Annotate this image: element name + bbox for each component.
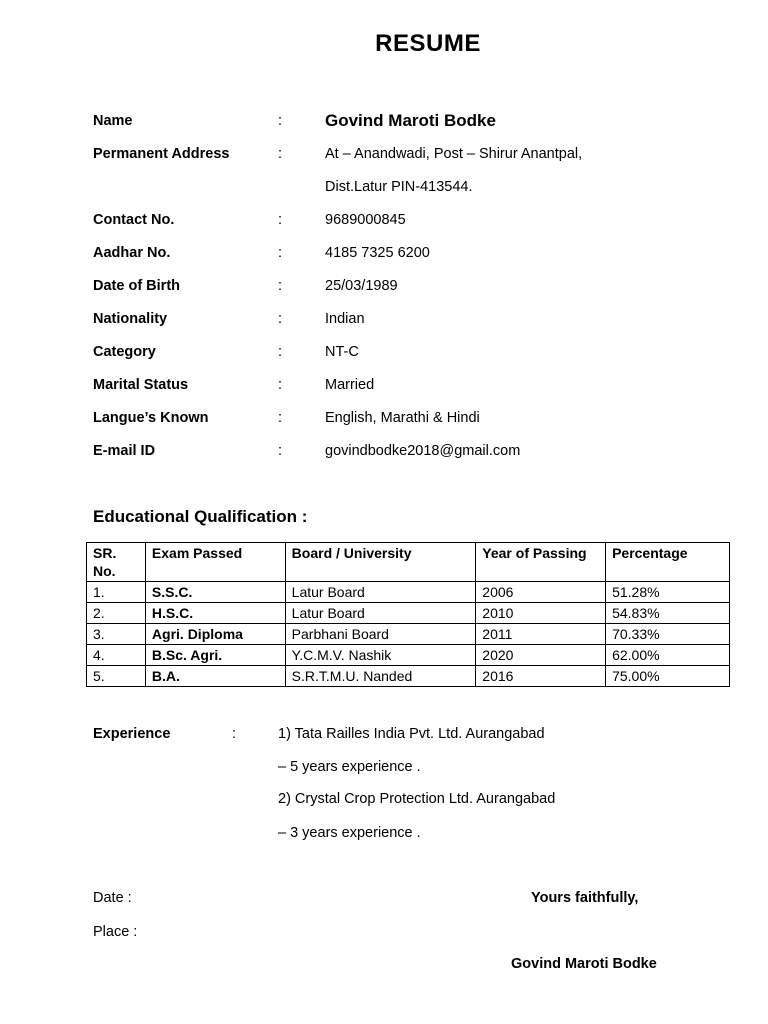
cell-percentage: 51.28% bbox=[606, 582, 730, 603]
detail-colon: : bbox=[278, 344, 283, 360]
header-exam: Exam Passed bbox=[145, 543, 285, 582]
cell-exam: Agri. Diploma bbox=[145, 624, 285, 645]
header-board: Board / University bbox=[285, 543, 476, 582]
date-label: Date : bbox=[93, 890, 132, 906]
table-row bbox=[87, 603, 730, 624]
closing-text: Yours faithfully, bbox=[531, 890, 639, 906]
cell-board: S.R.T.M.U. Nanded bbox=[285, 666, 476, 687]
cell-exam: H.S.C. bbox=[145, 603, 285, 624]
cell-percentage: 62.00% bbox=[606, 645, 730, 666]
resume-title: RESUME bbox=[375, 30, 481, 57]
detail-label: Marital Status bbox=[93, 377, 189, 393]
cell-board: Parbhani Board bbox=[285, 624, 476, 645]
cell-sr-no: 1. bbox=[87, 582, 146, 603]
experience-line: – 5 years experience . bbox=[278, 759, 421, 775]
cell-board: Y.C.M.V. Nashik bbox=[285, 645, 476, 666]
header-percentage: Percentage bbox=[606, 543, 730, 582]
detail-value: NT-C bbox=[325, 344, 359, 360]
detail-colon: : bbox=[278, 245, 283, 261]
table-row bbox=[87, 666, 730, 687]
detail-label: Category bbox=[93, 344, 156, 360]
cell-exam: S.S.C. bbox=[145, 582, 285, 603]
detail-value: 25/03/1989 bbox=[325, 278, 398, 294]
signature-name: Govind Maroti Bodke bbox=[511, 956, 657, 972]
detail-label: Nationality bbox=[93, 311, 168, 327]
cell-year: 2010 bbox=[476, 603, 606, 624]
header-year: Year of Passing bbox=[476, 543, 606, 582]
cell-board: Latur Board bbox=[285, 582, 476, 603]
table-row bbox=[87, 582, 730, 603]
experience-label: Experience bbox=[93, 726, 171, 742]
cell-sr-no: 4. bbox=[87, 645, 146, 666]
detail-label: Contact No. bbox=[93, 212, 175, 228]
detail-colon: : bbox=[278, 311, 283, 327]
table-row bbox=[87, 645, 730, 666]
education-heading: Educational Qualification : bbox=[93, 507, 308, 526]
detail-colon: : bbox=[278, 278, 283, 294]
detail-value: English, Marathi & Hindi bbox=[325, 410, 480, 426]
experience-line: 2) Crystal Crop Protection Ltd. Aurangabad bbox=[278, 791, 556, 807]
detail-value: Married bbox=[325, 377, 375, 393]
detail-label: Aadhar No. bbox=[93, 245, 171, 261]
detail-value: Indian bbox=[325, 311, 365, 327]
detail-label: E-mail ID bbox=[93, 443, 156, 459]
detail-colon: : bbox=[278, 113, 283, 129]
cell-board: Latur Board bbox=[285, 603, 476, 624]
detail-value: Govind Maroti Bodke bbox=[325, 111, 496, 130]
experience-line: – 3 years experience . bbox=[278, 825, 421, 841]
experience-colon: : bbox=[232, 726, 237, 742]
detail-value: govindbodke2018@gmail.com bbox=[325, 443, 521, 459]
place-label: Place : bbox=[93, 924, 138, 940]
table-header-row bbox=[87, 543, 730, 582]
detail-label: Date of Birth bbox=[93, 278, 180, 294]
table-row bbox=[87, 624, 730, 645]
detail-value: 9689000845 bbox=[325, 212, 406, 228]
detail-colon: : bbox=[278, 377, 283, 393]
detail-colon: : bbox=[278, 443, 283, 459]
cell-sr-no: 2. bbox=[87, 603, 146, 624]
detail-value: Dist.Latur PIN-413544. bbox=[325, 179, 473, 195]
cell-exam: B.Sc. Agri. bbox=[145, 645, 285, 666]
detail-value: 4185 7325 6200 bbox=[325, 245, 430, 261]
detail-colon: : bbox=[278, 212, 283, 228]
cell-year: 2020 bbox=[476, 645, 606, 666]
detail-label: Permanent Address bbox=[93, 146, 230, 162]
detail-label: Langue’s Known bbox=[93, 410, 209, 426]
cell-exam: B.A. bbox=[145, 666, 285, 687]
cell-year: 2011 bbox=[476, 624, 606, 645]
detail-colon: : bbox=[278, 410, 283, 426]
cell-percentage: 54.83% bbox=[606, 603, 730, 624]
cell-sr-no: 5. bbox=[87, 666, 146, 687]
cell-sr-no: 3. bbox=[87, 624, 146, 645]
education-table bbox=[86, 542, 730, 687]
detail-value: At – Anandwadi, Post – Shirur Anantpal, bbox=[325, 146, 583, 162]
cell-percentage: 75.00% bbox=[606, 666, 730, 687]
cell-year: 2006 bbox=[476, 582, 606, 603]
cell-year: 2016 bbox=[476, 666, 606, 687]
detail-label: Name bbox=[93, 113, 133, 129]
cell-percentage: 70.33% bbox=[606, 624, 730, 645]
header-sr-no: SR. No. bbox=[87, 543, 146, 582]
experience-line: 1) Tata Railles India Pvt. Ltd. Aurangabad bbox=[278, 726, 545, 742]
detail-colon: : bbox=[278, 146, 283, 162]
